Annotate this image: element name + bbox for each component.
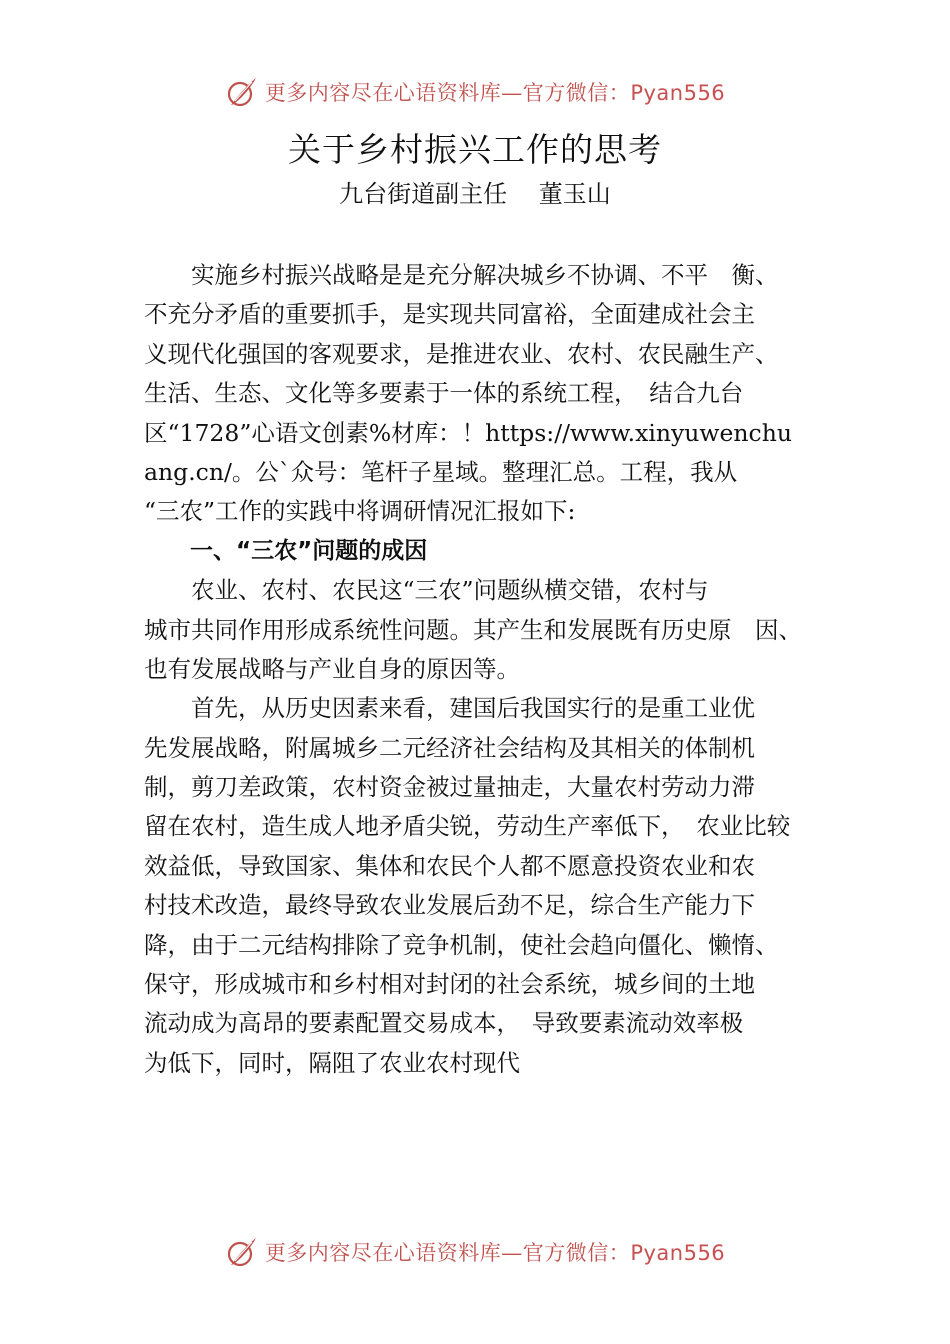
- body-line: 留在农村，造生成人地矛盾尖锐，劳动生产率低下， 农业比较: [144, 812, 791, 841]
- banner-text: 更多内容尽在心语资料库—官方微信：Pyan556: [264, 81, 726, 105]
- document-body: [144, 256, 834, 1083]
- document-title: 关于乡村振兴工作的思考: [288, 130, 662, 169]
- body-line: ang.cn/。公`众号：笔杆子星域。整理汇总。工程，我从: [144, 457, 738, 486]
- body-line: 不充分矛盾的重要抓手，是实现共同富裕，全面建成社会主: [144, 300, 755, 329]
- feather-pen-logo-icon: [225, 1235, 259, 1269]
- body-line: 生活、生态、文化等多要素于一体的系统工程， 结合九台: [144, 379, 744, 408]
- banner-text: 更多内容尽在心语资料库—官方微信：Pyan556: [264, 1241, 726, 1265]
- section-heading: 一、“三农”问题的成因: [144, 537, 428, 564]
- body-line: 效益低，导致国家、集体和农民个人都不愿意投资农业和农: [144, 851, 755, 880]
- body-line: 制，剪刀差政策，农村资金被过量抽走，大量农村劳动力滞: [144, 773, 755, 802]
- footer-banner: [0, 1232, 950, 1272]
- document-author: 九台街道副主任 董玉山: [339, 180, 611, 208]
- body-line: 实施乡村振兴战略是是充分解决城乡不协调、不平 衡、: [144, 261, 779, 289]
- body-line: 首先，从历史因素来看，建国后我国实行的是重工业优: [144, 694, 755, 723]
- body-line: 区“1728”心语文创素%材库：！https://www.xinyuwenchu: [144, 418, 792, 447]
- body-line: 也有发展战略与产业自身的原因等。: [144, 654, 520, 683]
- body-line: 义现代化强国的客观要求，是推进农业、农村、农民融生产、: [144, 339, 779, 368]
- body-line: 村技术改造，最终导致农业发展后劲不足，综合生产能力下: [144, 891, 755, 920]
- body-line: 流动成为高昂的要素配置交易成本， 导致要素流动效率极: [144, 1009, 744, 1038]
- header-banner: [0, 72, 950, 112]
- body-line: 为低下，同时，隔阻了农业农村现代: [144, 1048, 520, 1077]
- body-line: 城市共同作用形成系统性问题。其产生和发展既有历史原 因、: [144, 615, 802, 644]
- wechat-id: Pyan556: [630, 81, 726, 105]
- body-line: 保守，形成城市和乡村相对封闭的社会系统，城乡间的土地: [144, 970, 755, 999]
- body-line: “三农”工作的实践中将调研情况汇报如下:: [144, 497, 576, 526]
- wechat-id: Pyan556: [630, 1241, 726, 1265]
- body-line: 农业、农村、农民这“三农”问题纵横交错，农村与: [144, 576, 709, 605]
- feather-pen-logo-icon: [225, 75, 259, 109]
- body-line: 先发展战略，附属城乡二元经济社会结构及其相关的体制机: [144, 733, 755, 762]
- body-line: 降，由于二元结构排除了竞争机制，使社会趋向僵化、懒惰、: [144, 930, 779, 959]
